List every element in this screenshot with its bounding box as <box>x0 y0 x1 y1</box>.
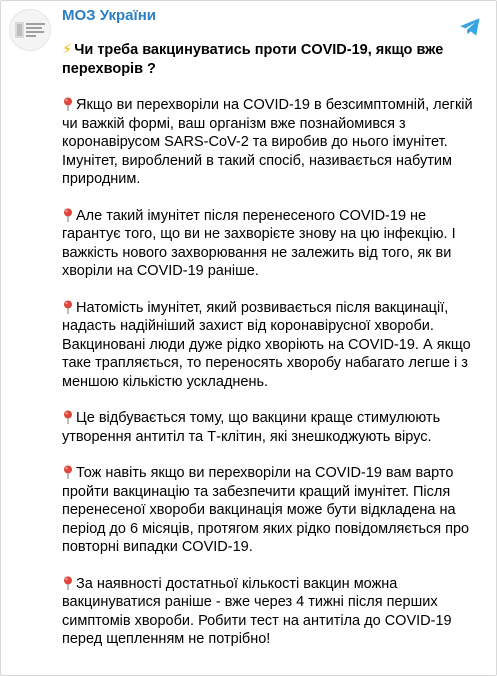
round-pushpin-icon <box>62 465 74 479</box>
ministry-logo-icon <box>15 19 45 41</box>
round-pushpin-icon <box>62 576 74 590</box>
post-body <box>62 41 482 667</box>
post-paragraph-text: Це відбувається тому, що вакцини краще стимулюють утворення антитіл та Т-клітин, які знешкоджують вірус. <box>62 410 441 445</box>
post-paragraph-3 <box>62 299 482 392</box>
post-paragraph-6 <box>62 575 482 649</box>
post-title <box>62 41 482 78</box>
post-paragraph-1 <box>62 96 482 189</box>
post-paragraph-text: За наявності достатньої кількості вакцин можна вакцинуватися раніше - вже через 4 тижні після перших симптомів хвороби. Робити тест на антитіла до COVID-19 перед щепленням не потрібно! <box>62 575 452 647</box>
post-paragraph-2 <box>62 207 482 281</box>
post-title-text: Чи треба вакцинуватись проти COVID-19, якщо вже перехворів ? <box>62 42 444 77</box>
channel-name-link[interactable]: МОЗ України <box>62 7 156 24</box>
post-paragraph-text: Якщо ви перехворіли на COVID-19 в безсимптомній, легкій чи важкій формі, ваш організм вже познайомився з коронавірусом SARS-CoV-2 та виробив до нього імунітет. Імунітет, вироблений в такий спосіб, називається набутим природним. <box>62 97 473 187</box>
round-pushpin-icon <box>62 97 74 111</box>
post-paragraph-5 <box>62 464 482 557</box>
round-pushpin-icon <box>62 208 74 222</box>
round-pushpin-icon <box>62 300 74 314</box>
post-paragraph-text: Тож навіть якщо ви перехворіли на COVID-19 вам варто пройти вакцинацію та забезпечити кращий імунітет. Після перенесеної хвороби вакцинація може бути відкладена на період до 6 місяців, протягом яких рідко повідомляється про повторні випадки COVID-19. <box>62 465 470 555</box>
lightning-icon: ⚡ <box>62 42 73 58</box>
channel-avatar[interactable] <box>9 9 51 51</box>
post-paragraph-text: Натомість імунітет, який розвивається після вакцинації, надасть надійніший захист від коронавірусної хвороби. Вакциновані люди дуже рідко хворіють на COVID-19. А якщо таке трапляється, то переносять хворобу набагато легше і з меншою кількістю ускладнень. <box>62 299 471 390</box>
telegram-icon[interactable] <box>458 15 482 39</box>
round-pushpin-icon <box>62 410 74 424</box>
post-paragraph-4 <box>62 409 482 446</box>
post-paragraph-text: Але такий імунітет після перенесеного COVID-19 не гарантує того, що ви не захворієте знову на цю інфекцію. І важкість нового захворювання не залежить від того, як ви хворіли на COVID-19 раніше. <box>62 207 456 279</box>
